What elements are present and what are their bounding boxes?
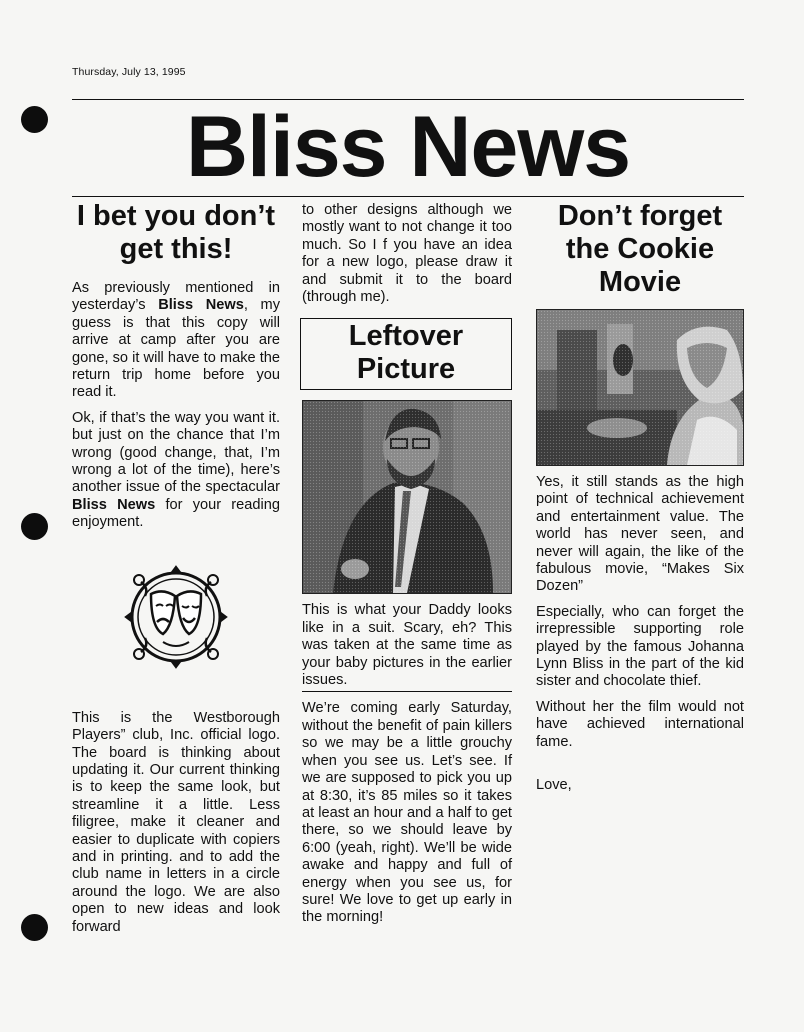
- theater-masks-logo-icon: [121, 562, 231, 672]
- binder-hole-middle: [21, 513, 48, 540]
- column-middle: [302, 202, 512, 927]
- masthead-rule-bottom: [72, 196, 744, 197]
- text-run: for your reading enjoyment.: [72, 496, 280, 531]
- article-middle-para-1: to other designs although we mostly want to not change it too much. So I f you have an idea for a new logo, please draw it and submit it to the board (through me).: [302, 202, 512, 306]
- masthead-title: Bliss News: [185, 99, 631, 195]
- article-right-para-3: Without her the film would not have achieved international fame.: [536, 698, 744, 750]
- photo-caption: This is what your Daddy looks like in a suit. Scary, eh? This was taken at the same time as your baby pictures in the earlier issues.: [302, 602, 512, 689]
- photo-cookie-movie: [536, 309, 744, 466]
- article-right-para-2: Especially, who can forget the irrepressible supporting role played by the famous Johanna Lynn Bliss in the part of the kid sister and chocolate thief.: [536, 603, 744, 690]
- article-left-para-3: This is the Westborough Players” club, Inc. official logo. The board is thinking about updating it. Our current thinking is to keep the same look, but streamline it a little. Less filigree, make it cleaner and easier to duplicate with copiers and in printing. and to add the club name in letters in a circle around the logo. We are also open to new ideas and look forward: [72, 709, 280, 935]
- text-run: , my guess is that this copy will arrive at camp after you are gone, so it will have to make the return trip home before you read it.: [72, 297, 280, 401]
- closing-love: Love,: [536, 777, 572, 794]
- text-run: As previously mentioned in yesterday’s: [72, 280, 280, 314]
- bliss-news-bold: Bliss News: [72, 496, 156, 513]
- headline-left: I bet you don’t get this!: [76, 200, 276, 265]
- column-right: [536, 200, 744, 803]
- column-left: [72, 200, 280, 936]
- caption-separator: [302, 691, 512, 692]
- text-run: Ok, if that’s the way you want it. but just on the chance that I’m wrong (good change, that, I’m wrong a lot of the time), here’s another issue of the spectacular: [72, 409, 280, 496]
- issue-date: Thursday, July 13, 1995: [72, 66, 186, 78]
- article-right-para-1: Yes, it still stands as the high point of technical achievement and entertainment value. The world has never seen, and never will again, the like of the fabulous movie, “Makes Six Dozen”: [536, 474, 744, 595]
- article-middle-para-2: We’re coming early Saturday, without the benefit of pain killers so we may be a little grouchy when you see us. Let’s see. If we are supposed to pick you up at 8:30, it’s 85 miles so it takes at least an hour and a half to get there, so we should leave by 6:00 (yeah, right). We’ll be wide awake and happy and full of energy when you see us, for sure! We love to get up early in the morning!: [302, 700, 512, 926]
- boxed-headline: Leftover Picture: [300, 318, 512, 390]
- binder-hole-top: [21, 106, 48, 133]
- article-left-para-2: [72, 410, 280, 532]
- photo-man-in-suit: [302, 400, 512, 594]
- club-logo: [72, 562, 280, 672]
- article-left-para-1: [72, 280, 280, 402]
- headline-right: Don’t forget the Cookie Movie: [557, 200, 723, 298]
- bliss-news-bold: Bliss News: [158, 297, 244, 314]
- binder-hole-bottom: [21, 914, 48, 941]
